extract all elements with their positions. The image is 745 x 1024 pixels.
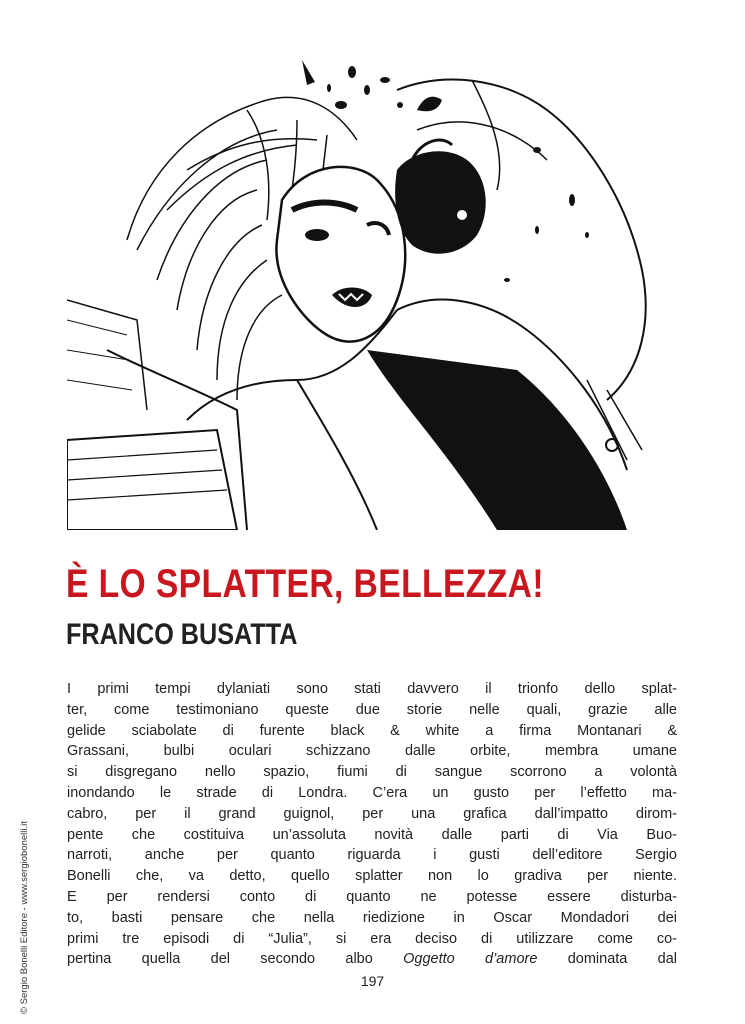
page-number: 197 (360, 973, 385, 989)
body-line: cabro, per il grand guignol, per una grafica dall’impatto dirom- (67, 805, 677, 822)
body-text: pertina quella del secondo albo (67, 951, 404, 968)
article-author: FRANCO BUSATTA (66, 618, 298, 651)
body-line: E per rendersi conto di quanto ne potesse essere disturba- (67, 888, 677, 905)
body-line: inondando le strade di Londra. C’era un gusto per l’effetto ma- (67, 784, 677, 801)
body-line: ter, come testimoniano queste due storie nelle quali, grazie alle (67, 701, 677, 718)
body-line: narroti, anche per quanto riguarda i gusti dell’editore Sergio (67, 847, 677, 864)
body-line-last (67, 949, 677, 970)
comic-illustration (67, 50, 675, 530)
body-line: Grassani, bulbi oculari schizzano dalle orbite, membra umane (67, 743, 677, 760)
body-line: I primi tempi dylaniati sono stati davvero il trionfo dello splat- (67, 681, 677, 697)
copyright-credit: © Sergio Bonelli Editore - www.sergiobonelli.it (19, 821, 30, 1014)
body-line: pente che costituiva un’assoluta novità dalle parti di Via Buo- (67, 826, 677, 843)
article-title: È LO SPLATTER, BELLEZZA! (66, 562, 544, 606)
body-line: Bonelli che, va detto, quello splatter non lo gradiva per niente. (67, 868, 677, 885)
book-title: Oggetto d’amore (403, 951, 538, 968)
body-line: si disgregano nello spazio, fiumi di sangue scorrono a volontà (67, 764, 677, 781)
body-line: to, basti pensare che nella riedizione in Oscar Mondadori dei (67, 909, 677, 926)
body-line: gelide sciabolate di furente black & white a firma Montanari & (67, 722, 677, 739)
article-body (67, 679, 677, 970)
body-text: dominata dal (537, 951, 677, 968)
body-line: primi tre episodi di “Julia”, si era deciso di utilizzare come co- (67, 930, 677, 947)
